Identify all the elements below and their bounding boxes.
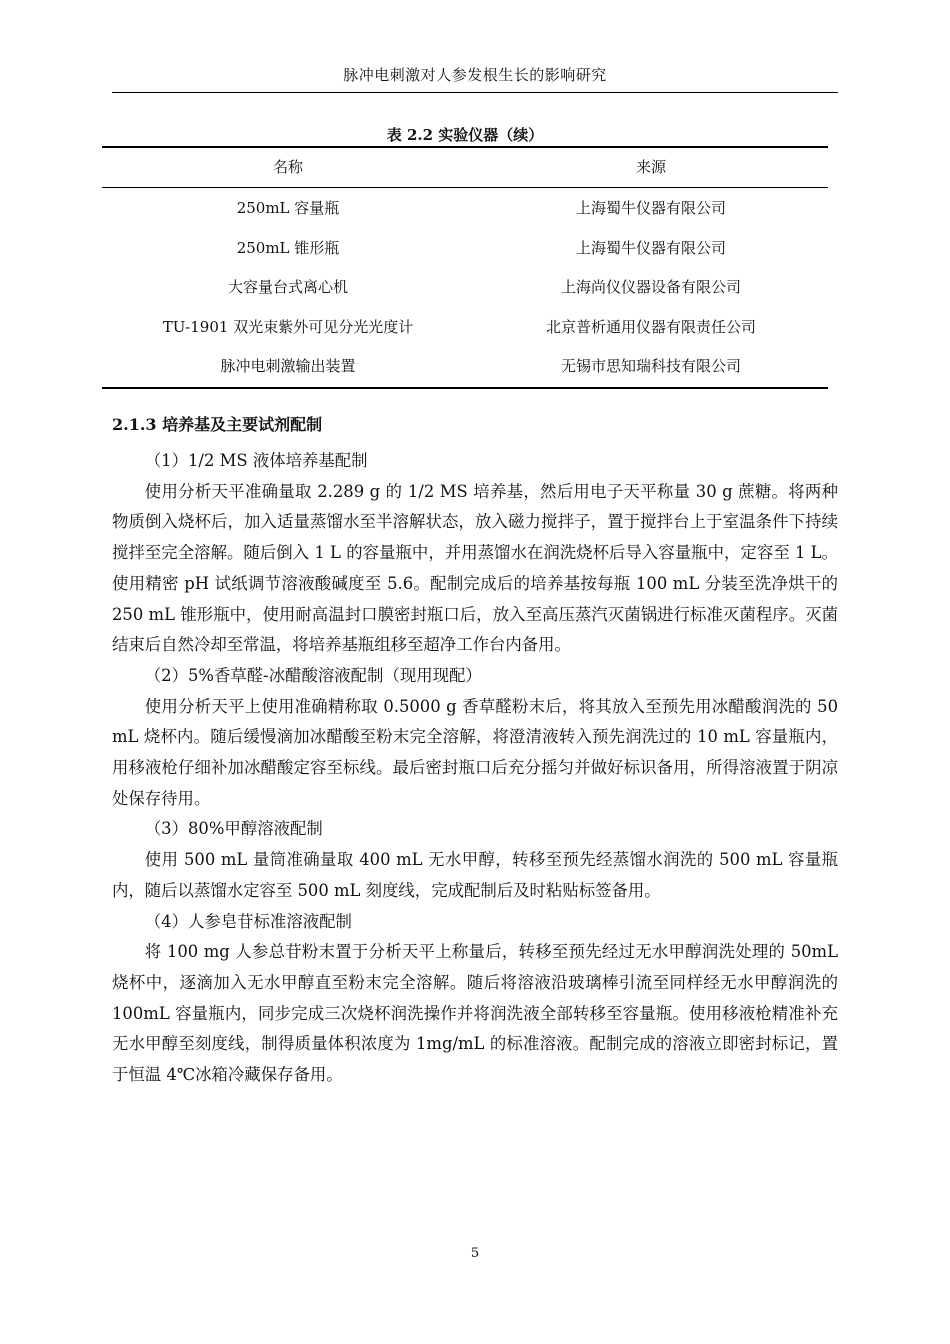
table-row: [102, 273, 828, 301]
body-text: [112, 446, 838, 1091]
cell-source: 上海蜀牛仪器有限公司: [575, 199, 726, 217]
cell-source: 上海尚仪仪器设备有限公司: [560, 278, 741, 296]
cell-source: 无锡市思知瑞科技有限公司: [560, 357, 741, 375]
paragraph-ms-medium: 使用分析天平准确量取 2.289 g 的 1/2 MS 培养基，然后用电子天平称量 30 g 蔗糖。将两种物质倒入烧杯后，加入适量蒸馏水至半溶解状态，放入磁力搅拌子，置于搅拌台上于室温条件下持续搅拌至完全溶解。随后倒入 1 L 的容量瓶中，并用蒸馏水在润洗烧杯后导入容量瓶中，定容至 1 L。使用精密 pH 试纸调节溶液酸碱度至 5.6。配制完成后的培养基按每瓶 100 mL 分装至洗净烘干的 250 mL 锥形瓶中，使用耐高温封口膜密封瓶口后，放入至高压蒸汽灭菌锅进行标准灭菌程序。灭菌结束后自然冷却至常温，将培养基瓶组移至超净工作台内备用。: [112, 481, 838, 655]
table-caption: 表 2.2 实验仪器（续）: [386, 126, 544, 144]
cell-name: 脉冲电刺激输出装置: [220, 357, 356, 375]
table-row: [102, 352, 828, 380]
table-row: [102, 194, 828, 222]
table-bottom-rule: [102, 387, 828, 389]
paragraph-vanillin: 使用分析天平上使用准确精称取 0.5000 g 香草醛粉末后，将其放入至预先用冰醋酸润洗的 50 mL 烧杯内。随后缓慢滴加冰醋酸至粉末完全溶解，将澄清液转入预先润洗过的 10 mL 容量瓶内，用移液枪仔细补加冰醋酸定容至标线。最后密封瓶口后充分摇匀并做好标识备用，所得溶液置于阴凉处保存待用。: [112, 696, 838, 808]
cell-name: 250mL 容量瓶: [236, 199, 340, 217]
cell-source: 北京普析通用仪器有限责任公司: [545, 318, 756, 336]
paragraph-ginsenoside: 将 100 mg 人参总苷粉末置于分析天平上称量后，转移至预先经过无水甲醇润洗处理的 50mL 烧杯中，逐滴加入无水甲醇直至粉末完全溶解。随后将溶液沿玻璃棒引流至同样经无水甲醇润洗的 100mL 容量瓶内，同步完成三次烧杯润洗操作并将润洗液全部转移至容量瓶。使用移液枪精准补充无水甲醇至刻度线，制得质量体积浓度为 1mg/mL 的标准溶液。配制完成的溶液立即密封标记，置于恒温 4℃冰箱冷藏保存备用。: [112, 942, 838, 1085]
section-heading: 2.1.3 培养基及主要试剂配制: [112, 415, 323, 434]
subheading-vanillin: （2）5%香草醛-冰醋酸溶液配制（现用现配）: [144, 665, 482, 685]
cell-name: 250mL 锥形瓶: [236, 239, 340, 257]
column-header-name: 名称: [272, 158, 303, 176]
subheading-ginsenoside: （4）人参皂苷标准溶液配制: [144, 911, 352, 931]
column-header-source: 来源: [635, 158, 666, 176]
cell-name: 大容量台式离心机: [227, 278, 348, 296]
cell-source: 上海蜀牛仪器有限公司: [575, 239, 726, 257]
page-number: 5: [470, 1246, 480, 1261]
table-header-rule: [102, 187, 828, 188]
cell-name: TU-1901 双光束紫外可见分光光度计: [162, 318, 414, 336]
table-header-row: [102, 153, 828, 181]
running-header: 脉冲电刺激对人参发根生长的影响研究: [343, 66, 607, 84]
table-top-rule: [102, 146, 828, 148]
paragraph-methanol: 使用 500 mL 量筒准确量取 400 mL 无水甲醇，转移至预先经蒸馏水润洗的 500 mL 容量瓶内，随后以蒸馏水定容至 500 mL 刻度线，完成配制后及时粘贴标签备用。: [112, 850, 838, 900]
table-row: [102, 313, 828, 341]
subheading-methanol: （3）80%甲醇溶液配制: [144, 819, 323, 839]
subheading-ms-medium: （1）1/2 MS 液体培养基配制: [144, 451, 368, 470]
header-rule: [112, 92, 838, 93]
table-row: [102, 234, 828, 262]
